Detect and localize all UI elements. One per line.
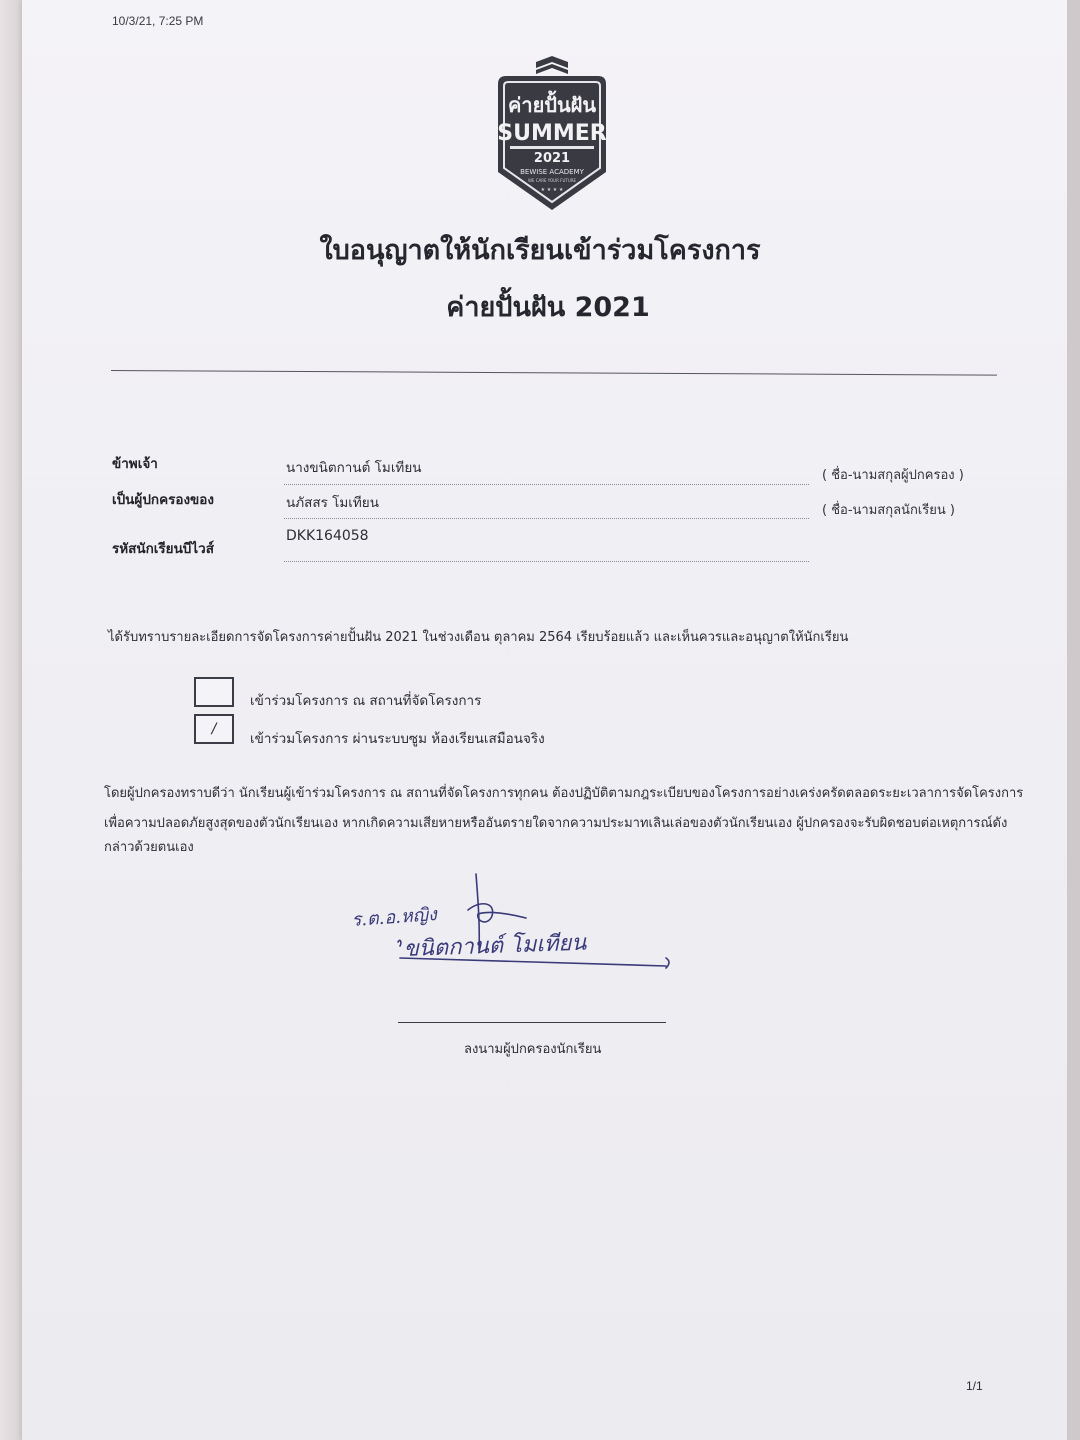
terms-line-1: โดยผู้ปกครองทราบดีว่า นักเรียนผู้เข้าร่วมโครงการ ณ สถานที่จัดโครงการทุกคน ต้องปฏิบัติตามกฎระเบียบของโครงการอย่างเคร่งครัดตลอดระยะเวลาการจัดโครงการ	[104, 786, 1024, 801]
student-name-value: นภัสสร โมเทียน	[286, 495, 379, 511]
acknowledgement-statement: ได้รับทราบรายละเอียดการจัดโครงการค่ายปั้นฝัน 2021 ในช่วงเดือน ตุลาคม 2564 เรียบร้อยแล้ว และเห็นควรและอนุญาตให้นักเรียน	[108, 630, 849, 645]
document-subtitle: ค่ายปั้นฝัน 2021	[446, 292, 650, 323]
student-id-value: DKK164058	[286, 528, 369, 544]
signature-rank-text: ร.ต.อ.หญิง	[350, 904, 438, 931]
guardian-label: ข้าพเจ้า	[112, 456, 158, 472]
background-surface	[0, 0, 22, 1440]
guardian-signature	[340, 870, 680, 980]
student-name-line	[284, 518, 809, 519]
terms-line-2: เพื่อความปลอดภัยสูงสุดของตัวนักเรียนเอง หากเกิดความเสียหายหรืออันตรายใดจากความประมาทเลินเล่อของตัวนักเรียนเอง ผู้ปกครองจะรับผิดชอบต่อเหตุการณ์ดัง	[104, 816, 1008, 831]
guardian-name-line	[284, 484, 809, 485]
student-id-line	[284, 561, 809, 562]
page-number: 1/1	[966, 1379, 983, 1393]
student-id-label: รหัสนักเรียนบีไวส์	[112, 541, 214, 557]
signature-caption: ลงนามผู้ปกครองนักเรียน	[464, 1042, 602, 1057]
signature-name-text: ขนิตกานต์ โมเทียน	[403, 930, 587, 962]
logo-stars: ★ ★ ★ ★	[540, 187, 564, 193]
option-online-checkbox[interactable]: /	[194, 714, 234, 744]
logo-tagline: WE CARE YOUR FUTURE	[527, 178, 577, 183]
signature-line	[398, 1022, 666, 1023]
guardian-name-value: นางขนิตกานต์ โมเทียน	[286, 460, 422, 476]
document-page	[22, 0, 1067, 1440]
option-onsite-checkbox[interactable]	[194, 677, 234, 707]
option-online-label: เข้าร่วมโครงการ ผ่านระบบซูม ห้องเรียนเสมือนจริง	[250, 731, 545, 747]
logo-year: 2021	[533, 151, 571, 166]
logo-text-thai: ค่ายปั้นฝัน	[507, 93, 597, 117]
student-of-label: เป็นผู้ปกครองของ	[112, 492, 214, 508]
student-name-hint: ( ชื่อ-นามสกุลนักเรียน )	[822, 503, 955, 518]
print-timestamp: 10/3/21, 7:25 PM	[112, 14, 204, 28]
option-onsite-label: เข้าร่วมโครงการ ณ สถานที่จัดโครงการ	[250, 693, 482, 709]
camp-logo	[484, 54, 620, 214]
logo-text-summer: SUMMER	[497, 121, 607, 146]
guardian-name-hint: ( ชื่อ-นามสกุลผู้ปกครอง )	[822, 468, 964, 483]
document-title: ใบอนุญาตให้นักเรียนเข้าร่วมโครงการ	[319, 235, 761, 266]
logo-academy: BEWISE ACADEMY	[520, 168, 584, 176]
terms-line-3: กล่าวด้วยตนเอง	[104, 840, 194, 855]
